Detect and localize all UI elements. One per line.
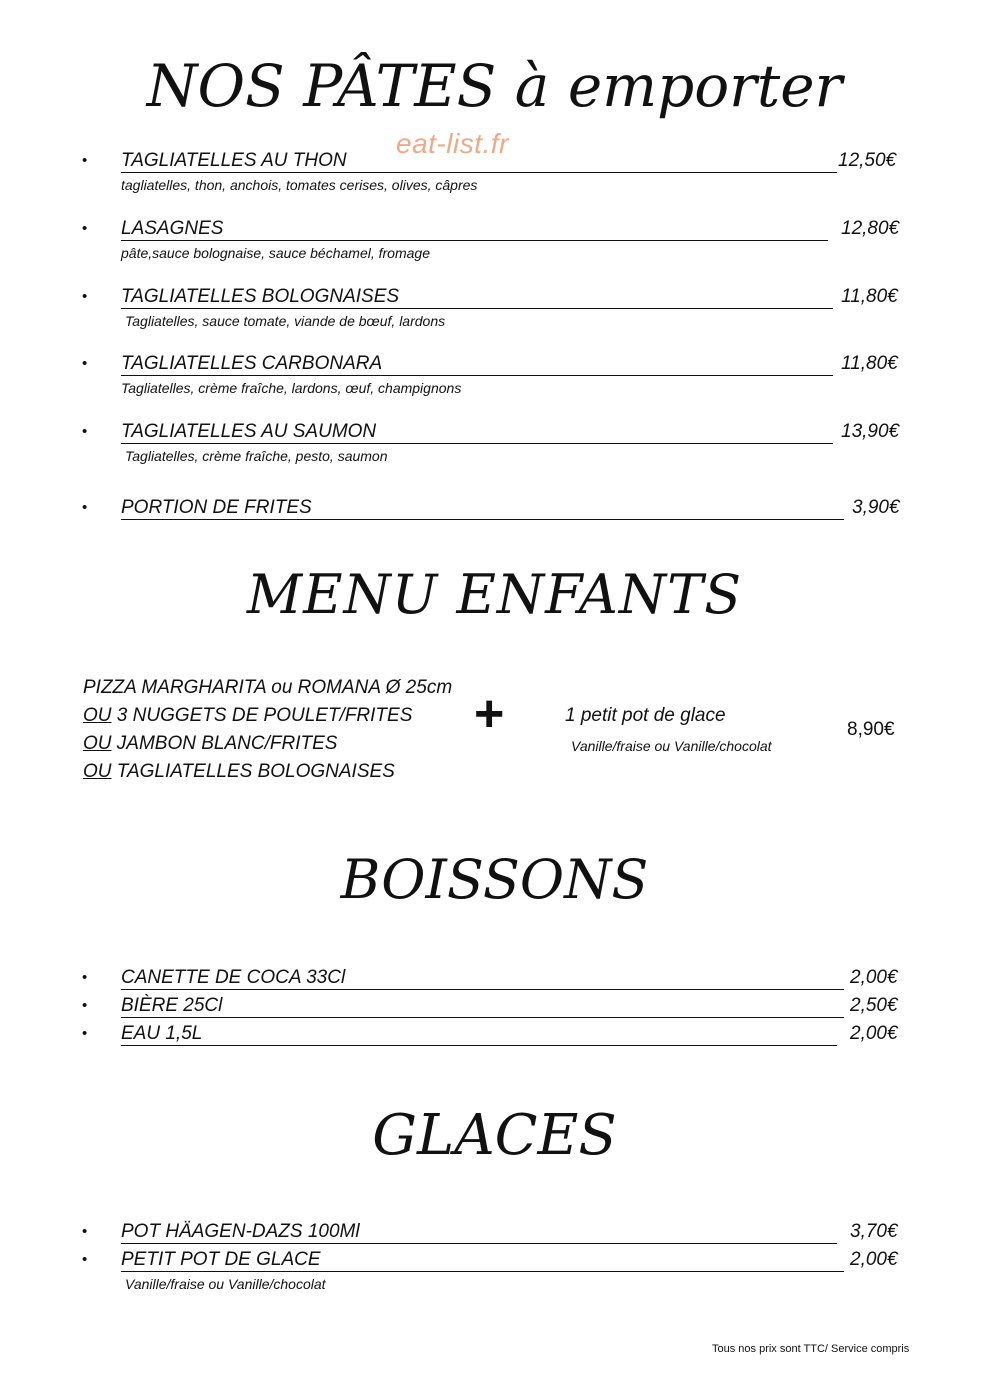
item-price: 12,80€ — [841, 218, 900, 239]
item-name: LASAGNES — [121, 218, 227, 240]
or-label: OU — [83, 761, 112, 782]
bullet-icon: • — [82, 152, 88, 169]
item-price: 11,80€ — [841, 286, 898, 307]
kids-dessert-desc: Vanille/fraise ou Vanille/chocolat — [571, 738, 772, 754]
bullet-icon: • — [82, 969, 88, 986]
bullet-icon: • — [82, 423, 88, 440]
bullet-icon: • — [82, 288, 88, 305]
bullet-icon: • — [82, 1251, 88, 1268]
item-name: CANETTE DE COCA 33Cl — [121, 967, 349, 989]
boissons-title: BOISSONS — [340, 848, 649, 911]
menu-item — [0, 1221, 989, 1251]
bullet-icon: • — [82, 1223, 88, 1240]
menu-item — [0, 353, 989, 383]
bullet-icon: • — [82, 1025, 88, 1042]
kids-option-text: TAGLIATELLES BOLOGNAISES — [111, 761, 395, 782]
menu-item — [0, 995, 989, 1025]
menu-item — [0, 218, 989, 248]
kids-option-text: 3 NUGGETS DE POULET/FRITES — [111, 705, 413, 726]
menu-item — [0, 497, 989, 527]
menu-item — [0, 1023, 989, 1053]
kids-option: PIZZA MARGHARITA ou ROMANA Ø 25cm — [83, 677, 453, 698]
footer-note: Tous nos prix sont TTC/ Service compris — [712, 1343, 910, 1355]
bullet-icon: • — [82, 997, 88, 1014]
item-name: TAGLIATELLES AU SAUMON — [121, 421, 380, 443]
or-label: OU — [83, 705, 112, 726]
item-description: tagliatelles, thon, anchois, tomates cerises, olives, câpres — [121, 177, 478, 193]
item-name: TAGLIATELLES AU THON — [121, 150, 351, 172]
leader-line — [121, 519, 844, 520]
item-name: TAGLIATELLES BOLOGNAISES — [121, 286, 403, 308]
item-description: Tagliatelles, crème fraîche, pesto, saumon — [125, 448, 388, 464]
leader-line — [121, 1045, 837, 1046]
kids-price: 8,90€ — [847, 719, 895, 740]
item-description: Tagliatelles, sauce tomate, viande de bœuf, lardons — [125, 313, 446, 329]
menu-item — [0, 1249, 989, 1279]
enfants-title: MENU ENFANTS — [246, 563, 743, 626]
item-name: BIÈRE 25Cl — [121, 995, 226, 1017]
leader-line — [121, 1271, 844, 1272]
bullet-icon: • — [82, 220, 88, 237]
bullet-icon: • — [82, 499, 88, 516]
leader-line — [121, 989, 844, 990]
item-description: Vanille/fraise ou Vanille/chocolat — [125, 1276, 326, 1292]
menu-item — [0, 421, 989, 451]
menu-item — [0, 967, 989, 997]
item-price: 3,90€ — [852, 497, 900, 518]
leader-line — [121, 1017, 844, 1018]
kids-option-text: JAMBON BLANC/FRITES — [111, 733, 338, 754]
leader-line — [121, 240, 828, 241]
item-name: TAGLIATELLES CARBONARA — [121, 353, 386, 375]
item-price: 2,00€ — [850, 967, 898, 988]
kids-dessert: 1 petit pot de glace — [565, 705, 726, 726]
leader-line — [121, 1243, 837, 1244]
item-name: EAU 1,5L — [121, 1023, 206, 1045]
plus-icon: + — [474, 685, 505, 743]
leader-line — [121, 375, 833, 376]
pates-title: NOS PÂTES à emporter — [146, 52, 843, 120]
item-description: Tagliatelles, crème fraîche, lardons, œuf, champignons — [121, 380, 462, 396]
watermark: eat-list.fr — [396, 128, 509, 159]
menu-item — [0, 150, 989, 180]
leader-line — [121, 308, 833, 309]
menu-item — [0, 286, 989, 316]
item-price: 11,80€ — [841, 353, 898, 374]
leader-line — [121, 443, 833, 444]
item-description: pâte,sauce bolognaise, sauce béchamel, fromage — [121, 245, 430, 261]
item-price: 2,00€ — [850, 1249, 898, 1270]
item-name: POT HÄAGEN-DAZS 100Ml — [121, 1221, 364, 1243]
item-price: 3,70€ — [850, 1221, 898, 1242]
item-price: 2,50€ — [850, 995, 898, 1016]
or-label: OU — [83, 733, 112, 754]
kids-option — [83, 761, 395, 783]
glaces-title: GLACES — [372, 1103, 617, 1168]
kids-option — [83, 705, 412, 727]
item-price: 2,00€ — [850, 1023, 898, 1044]
item-name: PETIT POT DE GLACE — [121, 1249, 325, 1271]
item-price: 13,90€ — [841, 421, 900, 442]
bullet-icon: • — [82, 355, 88, 372]
item-name: PORTION DE FRITES — [121, 497, 316, 519]
leader-line — [121, 172, 837, 173]
kids-option — [83, 733, 337, 755]
item-price: 12,50€ — [838, 150, 897, 171]
